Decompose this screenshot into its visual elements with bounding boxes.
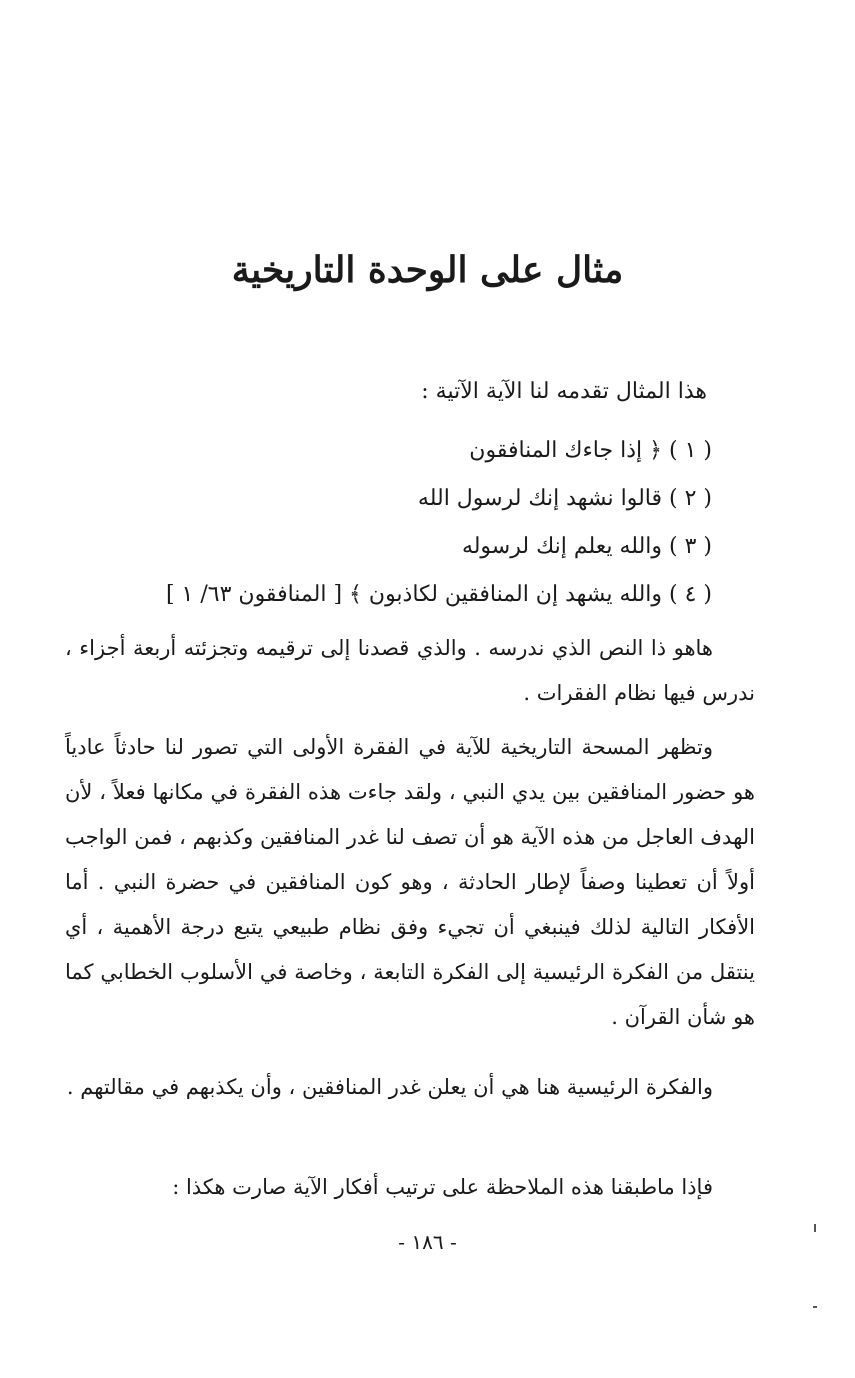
intro-line: هذا المثال تقدمه لنا الآية الآتية : [421, 379, 707, 404]
paragraph: فإذا ماطبقنا هذه الملاحظة على ترتيب أفكار الآية صارت هكذا : [172, 1175, 713, 1199]
scan-speck [813, 1306, 817, 1308]
paragraph: وتظهر المسحة التاريخية للآية في الفقرة الأولى التي تصور لنا حادثاً عادياً هو حضور المنافقين بين يدي النبي ، ولقد جاءت هذه الفقرة في مكانها فعلاً ، لأن الهدف العاجل من هذه الآية هو أن تصف لنا غدر المنافقين وكذبهم ، فمن الواجب أولاً أن تعطينا وصفاً لإطار الحادثة ، وهو كون المنافقين في حضرة النبي . أما الأفكار التالية لذلك فينبغي أن تجيء وفق نظام طبيعي يتبع درجة الأهمية ، أي ينتقل من الفكرة الرئيسية إلى الفكرة التابعة ، وخاصة في الأسلوب الخطابي كما هو شأن القرآن . [65, 735, 755, 1029]
paragraph: والفكرة الرئيسية هنا هي أن يعلن غدر المنافقين ، وأن يكذبهم في مقالتهم . [66, 1075, 713, 1099]
page-title: مثال على الوحدة التاريخية [231, 249, 624, 291]
page-number: - ١٨٦ - [398, 1230, 457, 1254]
verse-line: ( ٢ ) قالوا نشهد إنك لرسول الله [417, 486, 712, 511]
scan-speck [814, 1224, 816, 1232]
paragraph: هاهو ذا النص الذي ندرسه . والذي قصدنا إلى ترقيمه وتجزئته أربعة أجزاء ، ندرس فيها نظام الفقرات . [65, 636, 755, 705]
verse-list [166, 427, 712, 619]
verse-line: ( ٤ ) والله يشهد إن المنافقين لكاذبون ﴾ [ المنافقون ٦٣/ ١ ] [165, 582, 712, 607]
verse-line: ( ٣ ) والله يعلم إنك لرسوله [461, 534, 712, 559]
verse-line: ( ١ ) ﴿ إذا جاءك المنافقون [469, 438, 712, 463]
